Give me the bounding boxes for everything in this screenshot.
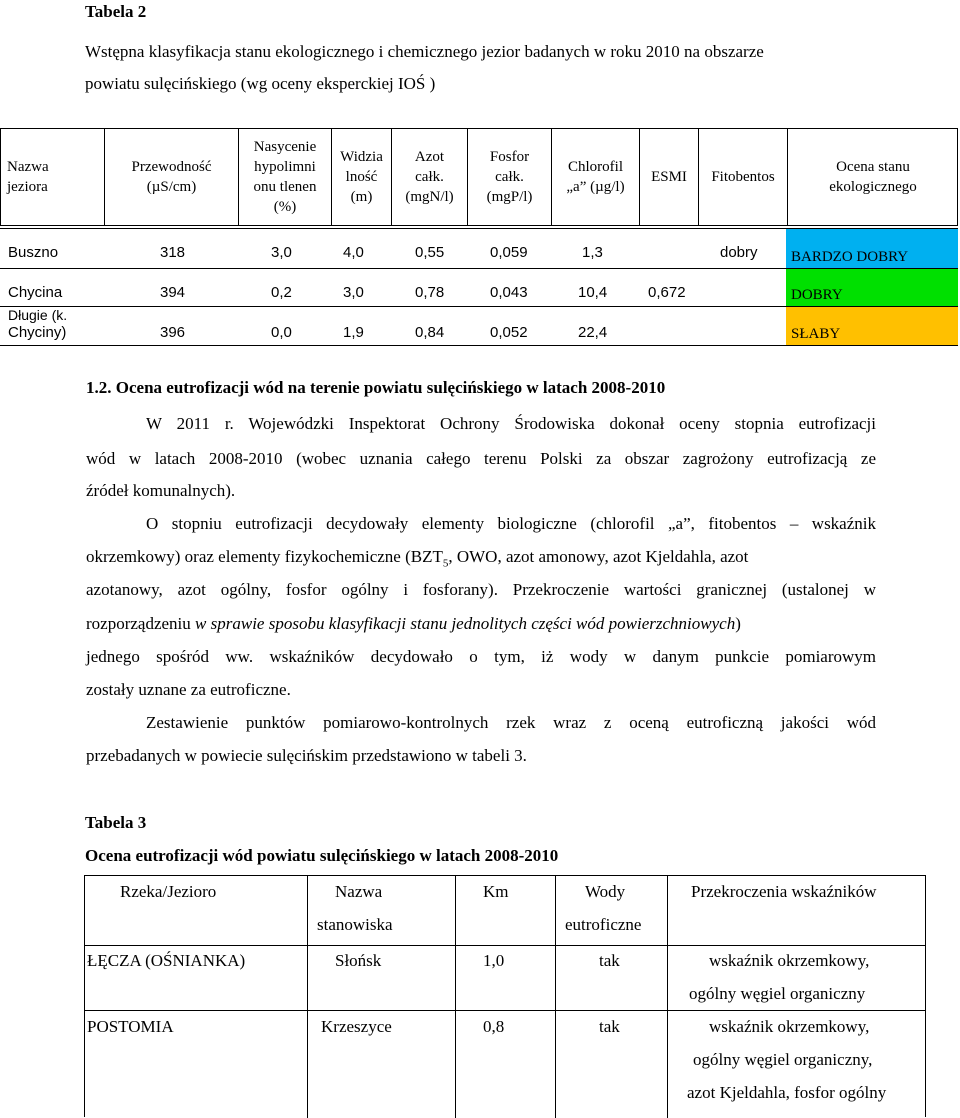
visibility-value: 1,9 <box>343 324 364 341</box>
visibility-value: 4,0 <box>343 244 364 261</box>
visibility-value: 3,0 <box>343 284 364 301</box>
header-ecological-status: Ocena stanu ekologicznego <box>829 159 917 195</box>
nitrogen-value: 0,55 <box>415 244 445 261</box>
header-esmi: ESMI <box>651 169 687 185</box>
status-badge-dlugie: SŁABY <box>786 307 958 345</box>
section-heading: 1.2. Ocena eutrofizacji wód na terenie powiatu sulęcińskiego w latach 2008-2010 <box>86 378 666 397</box>
eutrophic-value: tak <box>599 1017 620 1036</box>
table2-header <box>0 128 958 226</box>
paragraph-line: przebadanych w powiecie sulęcińskim przedstawiono w tabeli 3. <box>86 746 527 765</box>
phytobenthos-value: dobry <box>720 244 758 261</box>
km-value: 0,8 <box>483 1017 505 1036</box>
header-lake-name: Nazwa jeziora <box>7 159 49 195</box>
table2-title: Tabela 2 <box>85 2 147 21</box>
exceedance-line: ogólny węgiel organiczny <box>689 984 866 1003</box>
status-badge-chycina: DOBRY <box>786 269 958 306</box>
header-visibility: Widzia lność (m) <box>340 149 383 205</box>
paragraph-line: wód w latach 2008-2010 (wobec uznania całego terenu Polski za obszar zagrożony eutrofizacją ze <box>86 449 876 468</box>
paragraph-line: Zestawienie punktów pomiarowo-kontrolnych rzek wraz z oceną eutroficzną jakości wód <box>146 713 876 732</box>
paragraph-line: azotanowy, azot ogólny, fosfor ogólny i fosforany). Przekroczenie wartości granicznej (ustalonej w <box>86 580 876 599</box>
header-station-line1: Nazwa <box>335 882 383 901</box>
oxygen-value: 0,0 <box>271 324 292 341</box>
esmi-value: 0,672 <box>648 284 686 301</box>
station-name: Krzeszyce <box>321 1017 392 1036</box>
header-km: Km <box>483 882 509 901</box>
chlorophyll-value: 10,4 <box>578 284 608 301</box>
header-eutrophic-line1: Wody <box>585 882 626 901</box>
header-phosphorus: Fosfor całk. (mgP/l) <box>486 149 533 205</box>
river-name: POSTOMIA <box>87 1017 174 1036</box>
km-value: 1,0 <box>483 951 505 970</box>
table3-title: Tabela 3 <box>85 813 147 832</box>
header-nitrogen: Azot całk. (mgN/l) <box>405 149 454 205</box>
table2-caption-line1: Wstępna klasyfikacja stanu ekologicznego i chemicznego jezior badanych w roku 2010 na obszarze <box>85 42 764 61</box>
nitrogen-value: 0,84 <box>415 324 445 341</box>
station-name: Słońsk <box>335 951 382 970</box>
paragraph-line: rozporządzeniu w sprawie sposobu klasyfikacji stanu jednolitych części wód powierzchniowych) <box>86 614 741 633</box>
phosphorus-value: 0,043 <box>490 284 528 301</box>
conductivity-value: 396 <box>160 324 186 341</box>
header-station-line2: stanowiska <box>317 915 393 934</box>
header-phytobenthos: Fitobentos <box>711 169 775 185</box>
chlorophyll-value: 1,3 <box>582 244 603 261</box>
paragraph-line: W 2011 r. Wojewódzki Inspektorat Ochrony Środowiska dokonał oceny stopnia eutrofizacji <box>146 414 876 433</box>
lake-name-buszno: Buszno <box>8 244 59 261</box>
lake-name-dlugie-line2: Chyciny) <box>8 324 67 341</box>
table3 <box>84 875 926 1117</box>
header-chlorophyll: Chlorofil „a” (µg/l) <box>566 159 625 195</box>
eutrophic-value: tak <box>599 951 620 970</box>
header-eutrophic-line2: eutroficzne <box>565 915 642 934</box>
table2-caption-line2: powiatu sulęcińskiego (wg oceny eksperckiej IOŚ ) <box>85 74 436 93</box>
chlorophyll-value: 22,4 <box>578 324 608 341</box>
paragraph-line: O stopniu eutrofizacji decydowały elementy biologiczne (chlorofil „a”, fitobentos – wskaźnik <box>146 514 876 533</box>
oxygen-value: 0,2 <box>271 284 292 301</box>
exceedance-line: wskaźnik okrzemkowy, <box>709 1017 870 1036</box>
conductivity-value: 394 <box>160 284 186 301</box>
nitrogen-value: 0,78 <box>415 284 445 301</box>
lake-name-chycina: Chycina <box>8 284 63 301</box>
phosphorus-value: 0,052 <box>490 324 528 341</box>
paragraph-line: jednego spośród ww. wskaźników decydowało o tym, iż wody w danym punkcie pomiarowym <box>86 647 876 666</box>
phosphorus-value: 0,059 <box>490 244 528 261</box>
exceedance-line: wskaźnik okrzemkowy, <box>709 951 870 970</box>
paragraph-line: okrzemkowy) oraz elementy fizykochemiczne ($BZT_5$, OWO, azot amonowy, azot Kjeldahla, azot <box>86 547 749 570</box>
header-exceedances: Przekroczenia wskaźników <box>691 882 877 901</box>
table3-caption: Ocena eutrofizacji wód powiatu sulęcińskiego w latach 2008-2010 <box>85 846 559 865</box>
header-oxygen-saturation: Nasycenie hypolimni onu tlenen (%) <box>253 139 317 215</box>
paragraph-line: źródeł komunalnych). <box>86 481 236 500</box>
oxygen-value: 3,0 <box>271 244 292 261</box>
header-river: Rzeka/Jezioro <box>120 882 217 901</box>
exceedance-line: azot Kjeldahla, fosfor ogólny <box>687 1083 887 1102</box>
lake-name-dlugie-line1: Długie (k. <box>8 307 68 323</box>
river-name: ŁĘCZA (OŚNIANKA) <box>87 951 246 970</box>
header-conductivity: Przewodność (µS/cm) <box>131 159 212 195</box>
exceedance-line: ogólny węgiel organiczny, <box>693 1050 873 1069</box>
paragraph-line: zostały uznane za eutroficzne. <box>86 680 291 699</box>
conductivity-value: 318 <box>160 244 186 261</box>
status-badge-buszno: BARDZO DOBRY <box>786 229 958 268</box>
